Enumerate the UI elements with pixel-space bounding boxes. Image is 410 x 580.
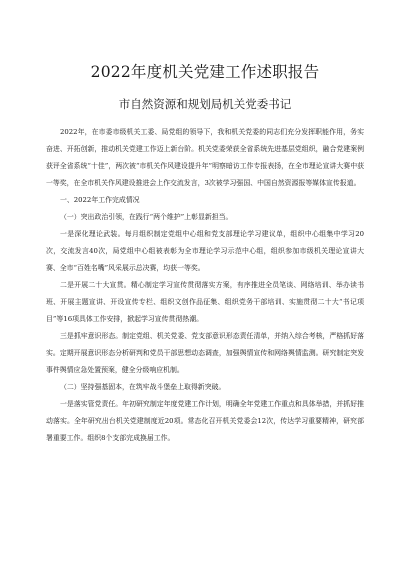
document-title: 2022年度机关党建工作述职报告	[90, 63, 320, 81]
document-subtitle: 市自然资源和规划局机关党委书记	[118, 97, 292, 111]
paragraph-ideology: 三是抓牢意识形态。制定党组、机关党委、党支部意识形态责任清单，并纳入综合考核，严格抓好落实。定期开展意识形态分析研判和党员干部思想动态调查，加强舆情宣传和网络舆情监测。研究制定突发事件舆情应急处置预案，健全分级响应机制。	[46, 332, 364, 374]
paragraph-responsibility: 一是落实管党责任。年初研究制定年度党建工作计划，明确全年党建工作重点和具体举措，并抓好推动落实。全年研究出台机关党建制度近20项。常态化召开机关党委会12次，传达学习重要精神，研究部署重要工作。组织8个支部完成换届工作。	[46, 400, 364, 442]
paragraph-intro: 2022年，在市委市级机关工委、局党组的领导下，我和机关党委的同志们充分发挥职能作用，务实奋进、开拓创新，推动机关党建工作迈上新台阶。机关党委荣获全省系统先进基层党组织，融合党建案例获评全省系统“十佳”，两次被“市机关作风建设提升年”明察暗访工作专报表扬，在全市理论宣讲大赛中获一等奖，在全市机关作风建设推进会上作交流发言，3次被学习强国、中国自然资源报等媒体宣传报道。	[46, 128, 364, 187]
paragraph-congress: 二是开展二十大宣贯。精心制定学习宣传贯彻落实方案，有序推进全员笔谈、网络培训、举办读书班、开展主题宣讲、开设宣传专栏、组织文创作品征集、组织党务干部培训、实施贯彻二十大“书记项目”等16项具体工作安排，掀起学习宣传贯彻热潮。	[46, 281, 364, 323]
subsection-heading: （一）突出政治引领，在践行“两个维护”上彰显新担当。	[60, 213, 233, 221]
subsection-heading: （二）坚持强基固本，在筑牢战斗堡垒上取得新突破。	[60, 383, 226, 391]
paragraph-theory: 一是深化理论武装。每月组织制定党组中心组和党支部理论学习建议单，组织中心组集中学习20次，交流发言40次，局党组中心组被表彰为全市理论学习示范中心组，组织参加市级机关理论宣讲大赛、全市“百姓名嘴”风采展示总决赛，均获一等奖。	[46, 230, 364, 272]
section-heading: 一、2022年工作完成情况	[60, 196, 140, 204]
